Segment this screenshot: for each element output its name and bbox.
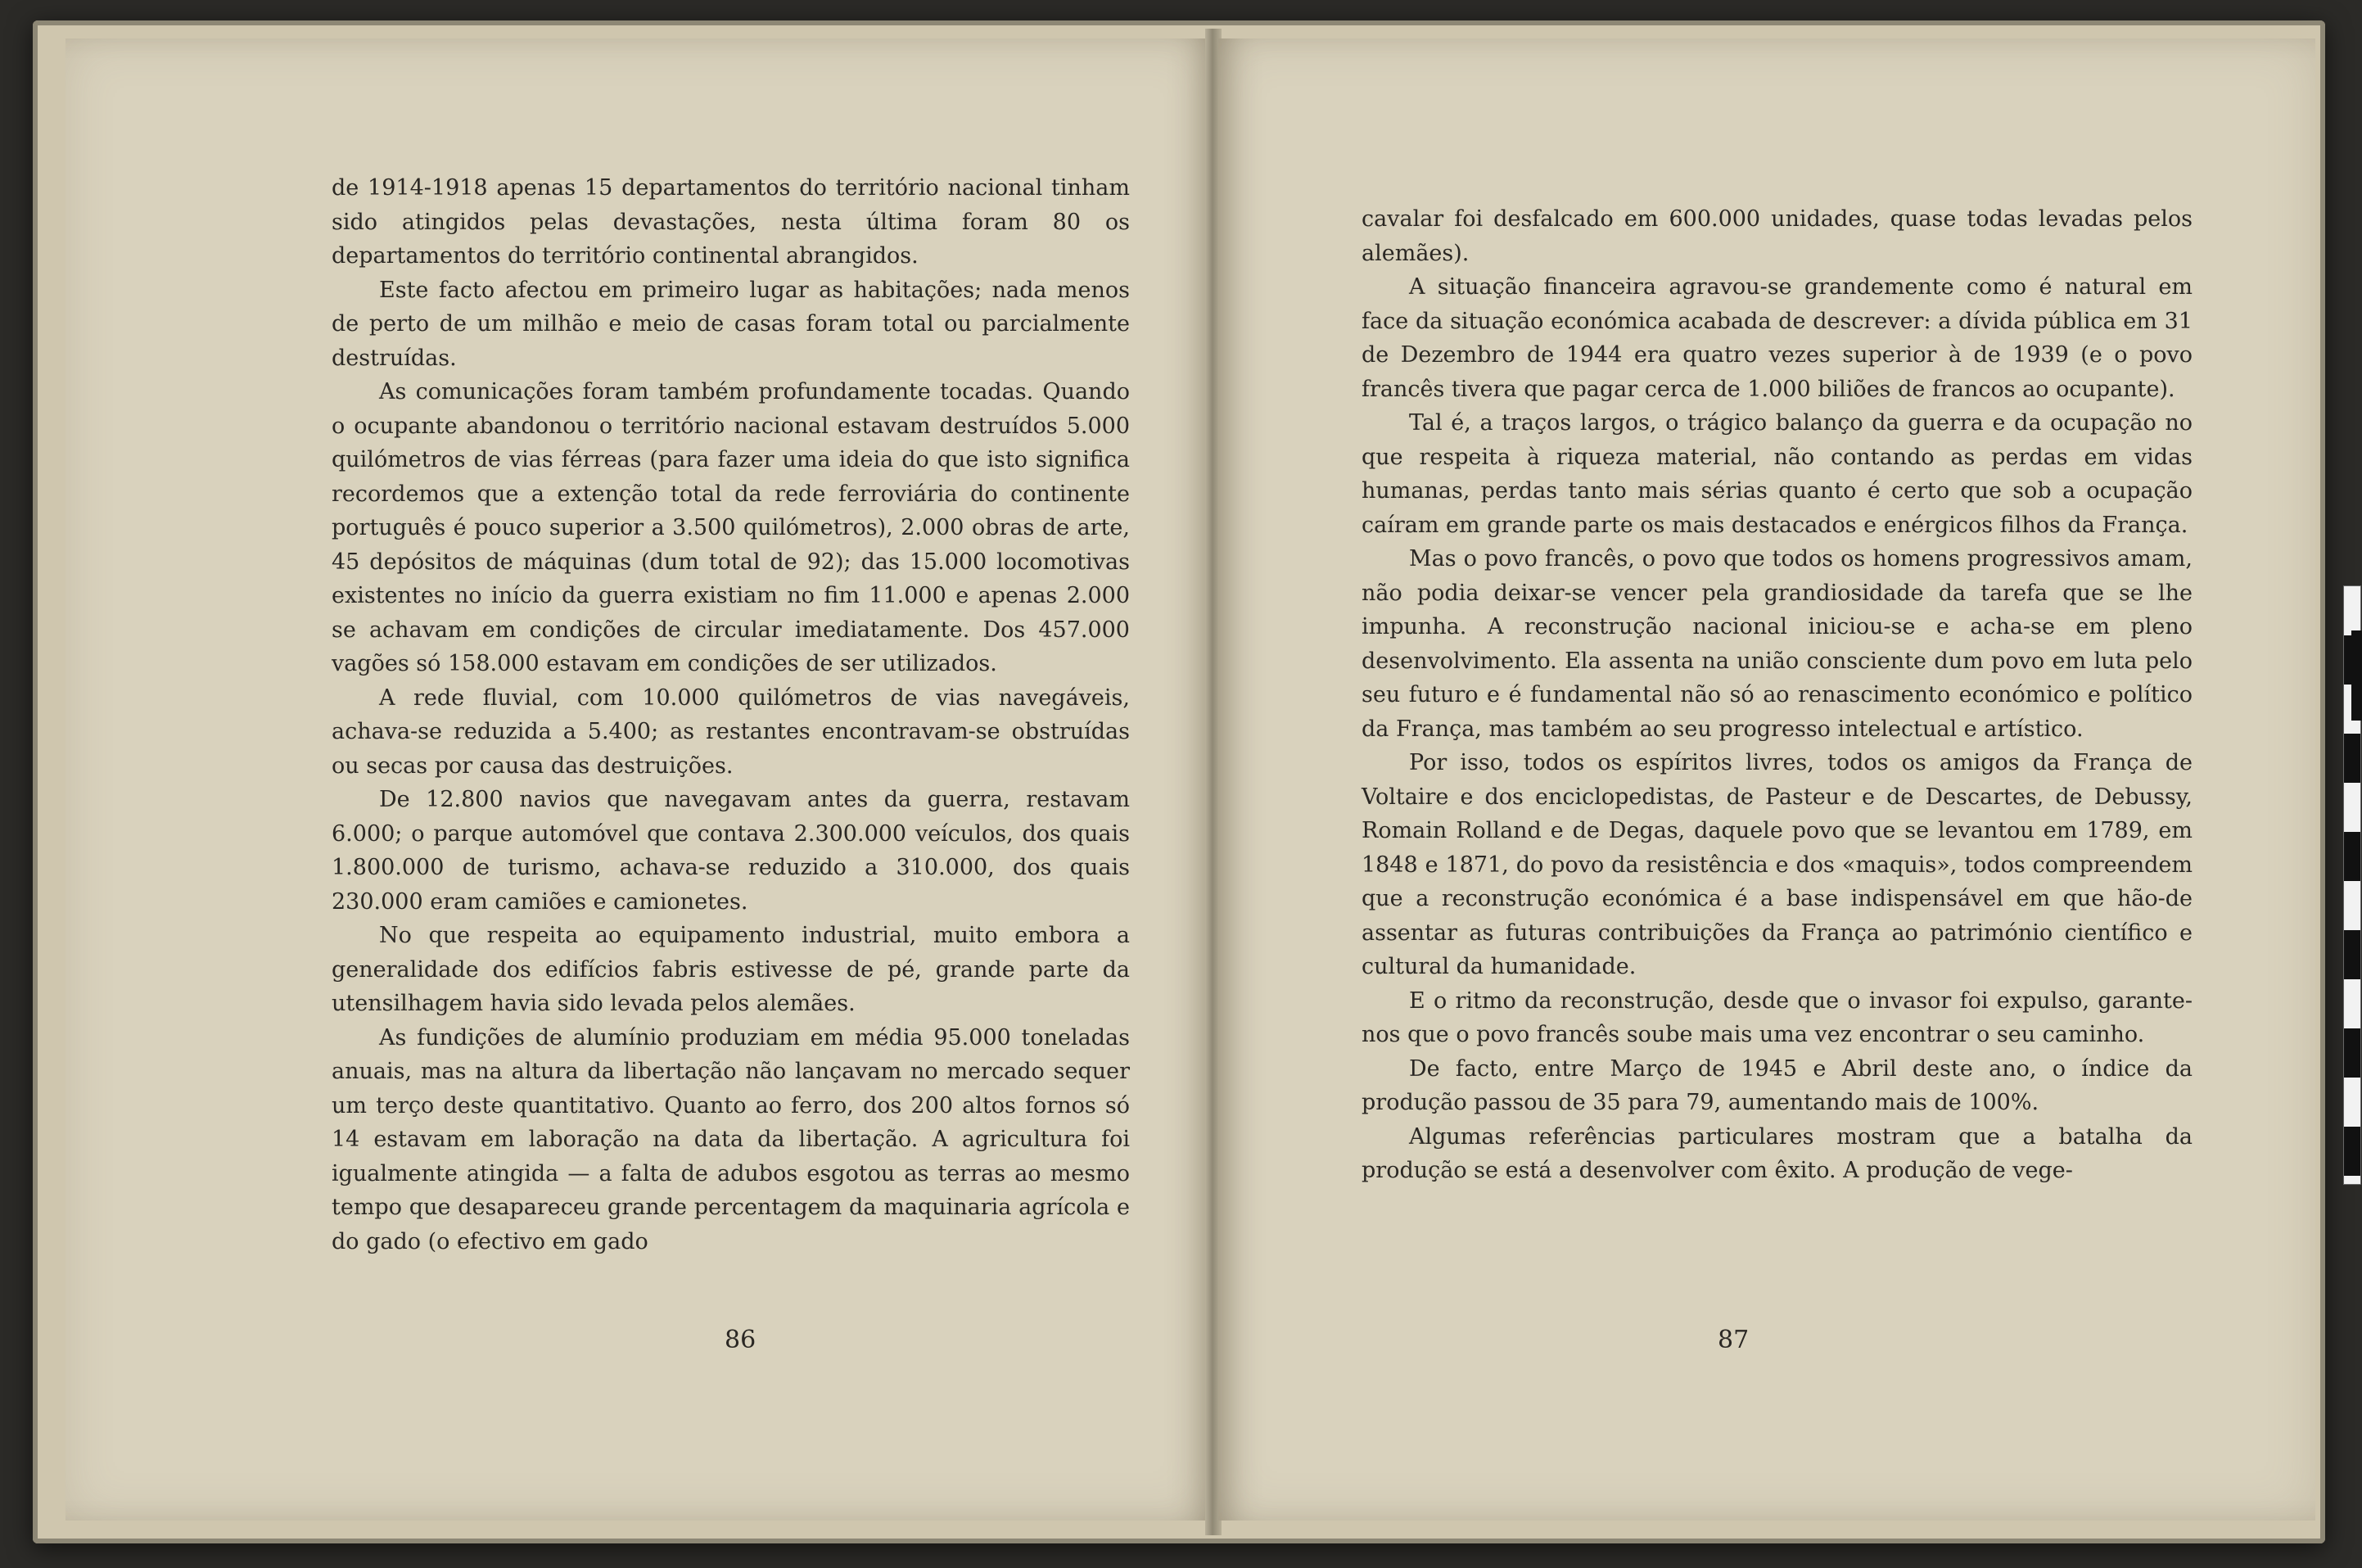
ruler-tab — [2351, 630, 2362, 721]
right-paragraph-7: De facto, entre Março de 1945 e Abril deste ano, o índice da produção passou de 35 para 79, aumentando mais de 100%. — [1362, 1055, 2193, 1115]
left-paragraph-7: As fundições de alumínio produziam em média 95.000 toneladas anuais, mas na altura da libertação não lançavam no mercado sequer um terço deste quantitativo. Quanto ao ferro, dos 200 altos fornos só 14 estavam em laboração na data da libertação. A agricultura foi igualmente atingida — a falta de adubos esgotou as terras ao mesmo tempo que desapareceu grande percentagem da maquinaria agrícola e do gado (o efectivo em gado — [332, 1024, 1130, 1254]
left-page-number: 86 — [725, 1326, 756, 1354]
left-paragraph-4: A rede fluvial, com 10.000 quilómetros de vias navegáveis, achava-se reduzida a 5.400; as restantes encontravam-se obstruídas ou secas por causa das destruições. — [332, 685, 1130, 779]
right-paragraph-5: Por isso, todos os espíritos livres, todos os amigos da França de Voltaire e dos enciclopedistas, de Pasteur e de Descartes, de Debussy, Romain Rolland e de Degas, daquele povo que se levantou em 1789, em 1848 e 1871, do povo da resistência e dos «maquis», todos compreendem que a reconstrução económica é a base indispensável em que hão-de assentar as futuras contribuições da França ao património científico e cultural da humanidade. — [1362, 750, 2193, 979]
left-paragraph-6: No que respeita ao equipamento industrial, muito embora a generalidade dos edifícios fabris estivesse de pé, grande parte da utensilhagem havia sido levada pelos alemães. — [332, 923, 1130, 1016]
left-paragraph-1: de 1914-1918 apenas 15 departamentos do território nacional tinham sido atingidos pelas devastações, nesta última foram 80 os departamentos do território continental abrangidos. — [332, 175, 1130, 269]
right-page-text — [1362, 202, 2193, 1188]
left-paragraph-2: Este facto afectou em primeiro lugar as habitações; nada menos de perto de um milhão e meio de casas foram total ou parcialmente destruídas. — [332, 277, 1130, 371]
right-paragraph-6: E o ritmo da reconstrução, desde que o invasor foi expulso, garante-nos que o povo francês soube mais uma vez encontrar o seu caminho. — [1362, 987, 2193, 1047]
left-page — [65, 38, 1212, 1521]
open-book — [33, 20, 2325, 1543]
left-page-text — [332, 171, 1130, 1258]
right-page-number: 87 — [1718, 1326, 1750, 1354]
right-page — [1218, 38, 2315, 1521]
right-paragraph-1: cavalar foi desfalcado em 600.000 unidades, quase todas levadas pelos alemães). — [1362, 206, 2193, 266]
right-paragraph-3: Tal é, a traços largos, o trágico balanço da guerra e da ocupação no que respeita à riqueza material, não contando as perdas em vidas humanas, perdas tanto mais sérias quanto é certo que sob a ocupação caíram em grande parte os mais destacados e enérgicos filhos da França. — [1362, 410, 2193, 538]
right-paragraph-4: Mas o povo francês, o povo que todos os homens progressivos amam, não podia deixar-se vencer pela grandiosidade da tarefa que se lhe impunha. A reconstrução nacional iniciou-se e acha-se em pleno desenvolvimento. Ela assenta na união consciente dum povo em luta pelo seu futuro e é fundamental não só ao renascimento económico e político da França, mas também ao seu progresso intelectual e artístico. — [1362, 546, 2193, 742]
right-paragraph-2: A situação financeira agravou-se grandemente como é natural em face da situação económica acabada de descrever: a dívida pública em 31 de Dezembro de 1944 era quatro vezes superior à de 1939 (e o povo francês tivera que pagar cerca de 1.000 biliões de francos ao ocupante). — [1362, 274, 2193, 402]
left-paragraph-3: As comunicações foram também profundamente tocadas. Quando o ocupante abandonou o território nacional estavam destruídos 5.000 quilómetros de vias férreas (para fazer uma ideia do que isto significa recordemos que a extenção total da rede ferroviária do continente português é pouco superior a 3.500 quilómetros), 2.000 obras de arte, 45 depósitos de máquinas (dum total de 92); das 15.000 locomotivas existentes no início da guerra existiam no fim 11.000 e apenas 2.000 se achavam em condições de circular imediatamente. Dos 457.000 vagões só 158.000 estavam em condições de ser utilizados. — [332, 379, 1130, 676]
left-paragraph-5: De 12.800 navios que navegavam antes da guerra, restavam 6.000; o parque automóvel que contava 2.300.000 veículos, dos quais 1.800.000 de turismo, achava-se reduzido a 310.000, dos quais 230.000 eram camiões e camionetes. — [332, 787, 1130, 915]
right-paragraph-8: Algumas referências particulares mostram que a batalha da produção se está a desenvolver com êxito. A produção de vege- — [1362, 1123, 2193, 1183]
